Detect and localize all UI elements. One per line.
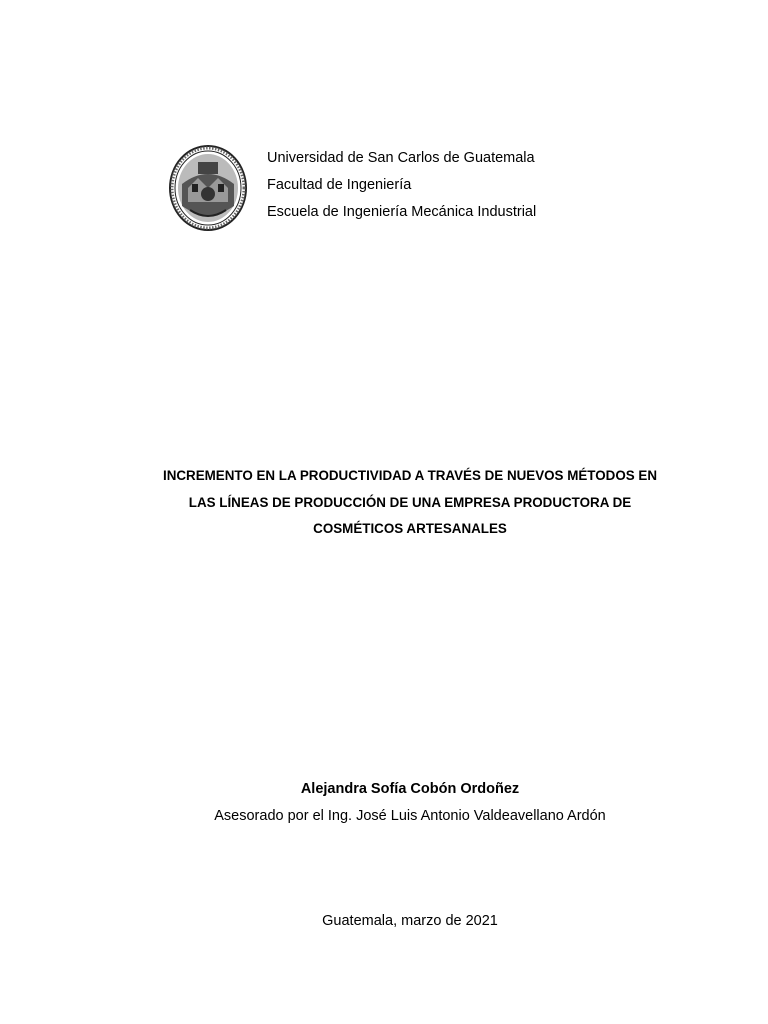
advisor-line: Asesorado por el Ing. José Luis Antonio Valdeavellano Ardón: [214, 808, 606, 824]
university-seal-icon: [168, 144, 248, 232]
thesis-title: [110, 463, 710, 543]
school-name: Escuela de Ingeniería Mecánica Industrial: [267, 204, 537, 220]
title-line-3: COSMÉTICOS ARTESANALES: [313, 521, 507, 536]
author-name: Alejandra Sofía Cobón Ordoñez: [300, 781, 520, 797]
title-line-2: LAS LÍNEAS DE PRODUCCIÓN DE UNA EMPRESA PRODUCTORA DE: [188, 494, 632, 510]
university-name: Universidad de San Carlos de Guatemala: [267, 150, 535, 166]
place-date: Guatemala, marzo de 2021: [322, 913, 498, 929]
title-line-1: INCREMENTO EN LA PRODUCTIVIDAD A TRAVÉS DE NUEVOS MÉTODOS EN: [162, 468, 657, 483]
faculty-name: Facultad de Ingeniería: [267, 177, 412, 193]
institution-header: [267, 145, 536, 226]
